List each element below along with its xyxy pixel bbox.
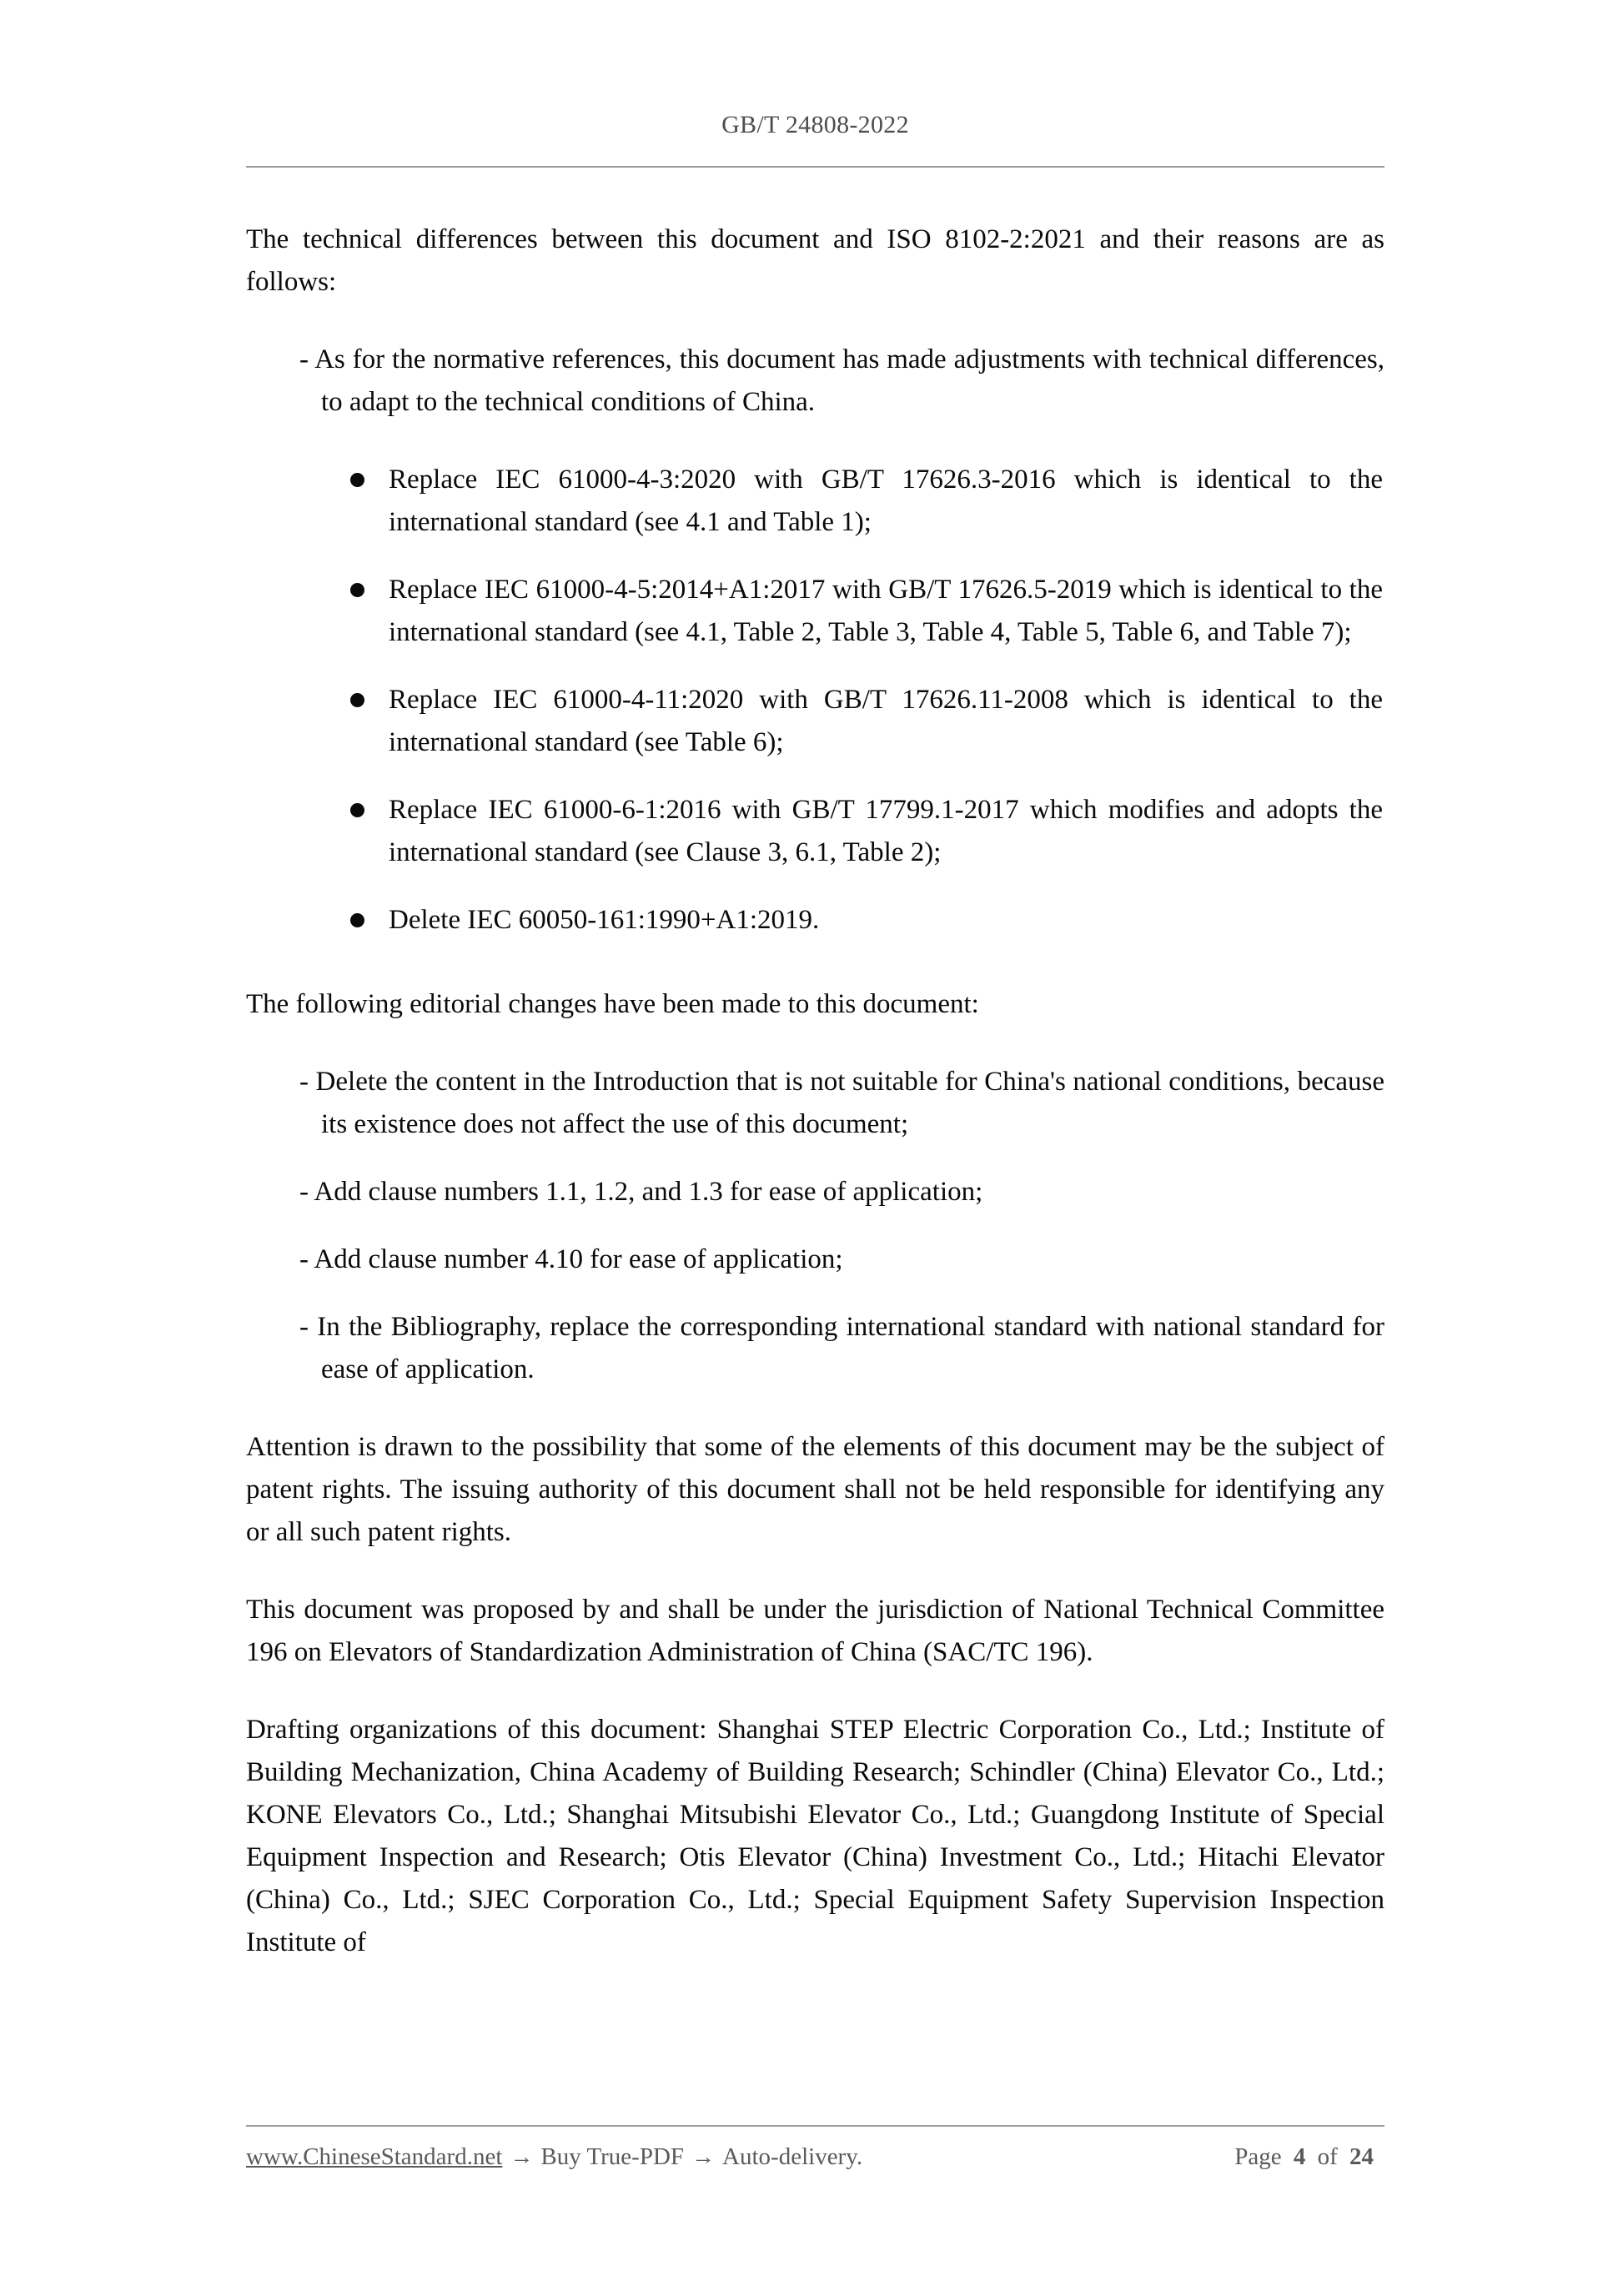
bullet-dot-icon [350,913,364,927]
document-body [246,219,1384,1989]
spacer [246,1051,1384,1061]
dash-list-item: - Add clause numbers 1.1, 1.2, and 1.3 for ease of application; [299,1177,983,1207]
page-total-number: 24 [1349,2143,1374,2170]
spacer [246,449,1384,459]
page-current-number: 4 [1293,2143,1306,2170]
page-header [246,110,1384,168]
editorial-intro-paragraph: The following editorial changes have been made to this document: [246,989,979,1019]
normative-dash-list [284,339,1384,424]
page-indicator [1234,2140,1384,2173]
spacer [246,1579,1384,1589]
drafting-organizations-paragraph: Drafting organizations of this document: Shanghai STEP Electric Corporation Co., Ltd.; Institute of Building Mechanization, China Academy of Building Research; Schindler (China) Elevator Co., Ltd.; KONE Elevators Co., Ltd.; Shanghai Mitsubishi Elevator Co., Ltd.; Guangdong Institute of Special Equipment Inspection and Research; Otis Elevator (China) Investment Co., Ltd.; Hitachi Elevator (China) Co., Ltd.; SJEC Corporation Co., Ltd.; Special Equipment Safety Supervision Inspection Institute of [246,1715,1384,1957]
header-divider [246,166,1384,168]
dash-list-item: - Delete the content in the Introduction that is not suitable for China's national conditions, because its existence does not affect the use of this document; [299,1067,1384,1139]
page-of-label: of [1317,2143,1338,2170]
spacer [246,1416,1384,1426]
intro-paragraph: The technical differences between this document and ISO 8102-2:2021 and their reasons are as follows: [246,224,1384,297]
page-label: Page [1234,2143,1282,2170]
jurisdiction-paragraph: This document was proposed by and shall be under the jurisdiction of National Technical Committee 196 on Elevators of Standardization Administration of China (SAC/TC 196). [246,1595,1384,1667]
editorial-dash-list [284,1061,1384,1391]
footer-promo [246,2140,862,2174]
list-item [350,679,1383,764]
buy-true-pdf-label: Buy True-PDF [540,2143,685,2170]
list-item [350,899,1383,942]
arrow-right-icon: → [510,2144,534,2170]
list-item-text: Replace IEC 61000-4-3:2020 with GB/T 17626.3-2016 which is identical to the international standard (see 4.1 and Table 1); [389,465,1383,537]
spacer [246,329,1384,339]
page-footer [246,2125,1384,2174]
dash-list-item: - In the Bibliography, replace the corresponding international standard with national standard for ease of application. [299,1312,1384,1384]
spacer [246,1699,1384,1709]
list-item [350,789,1383,874]
list-item-text: Replace IEC 61000-4-11:2020 with GB/T 17626.11-2008 which is identical to the international standard (see Table 6); [389,685,1383,757]
dash-list-item: - Add clause number 4.10 for ease of application; [299,1244,843,1274]
bullet-dot-icon [350,583,364,597]
spacer [246,967,1384,983]
list-item-text: Replace IEC 61000-6-1:2016 with GB/T 17799.1-2017 which modifies and adopts the international standard (see Clause 3, 6.1, Table 2); [389,795,1383,867]
replacement-bullet-list [350,459,1383,942]
bullet-dot-icon [350,693,364,707]
chinesestandard-link[interactable]: www.ChineseStandard.net [246,2143,503,2170]
footer-content [246,2140,1384,2174]
bullet-dot-icon [350,473,364,487]
bullet-dot-icon [350,803,364,817]
auto-delivery-label: Auto-delivery. [722,2143,863,2170]
patent-rights-paragraph: Attention is drawn to the possibility that some of the elements of this document may be the subject of patent rights. The issuing authority of this document shall not be held responsible for identifying any or all such patent rights. [246,1432,1384,1547]
list-item-text: Replace IEC 61000-4-5:2014+A1:2017 with GB/T 17626.5-2019 which is identical to the international standard (see 4.1, Table 2, Table 3, Table 4, Table 5, Table 6, and Table 7); [389,575,1383,647]
list-item [350,569,1383,654]
dash-list-item: - As for the normative references, this document has made adjustments with technical differences, to adapt to the technical conditions of China. [299,344,1384,417]
list-item-text: Delete IEC 60050-161:1990+A1:2019. [389,905,820,935]
footer-divider [246,2125,1384,2127]
standard-number-heading: GB/T 24808-2022 [721,111,909,138]
arrow-right-icon: → [691,2144,716,2170]
list-item [350,459,1383,544]
